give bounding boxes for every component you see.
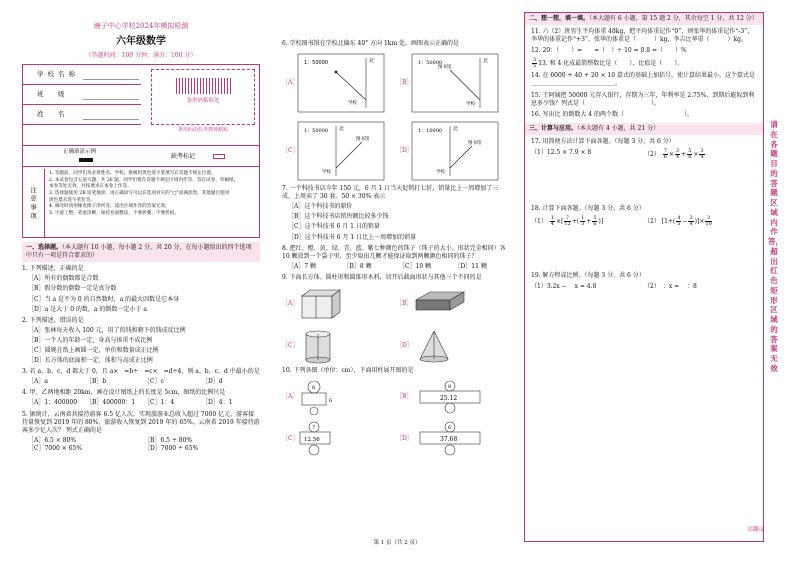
q2-option-d[interactable]: ［D］长方体的底面积一定，体积与高成正比例 <box>28 357 153 365</box>
q18-items <box>531 216 757 227</box>
q6-a-scale: 1：50000 <box>304 60 329 67</box>
q7-option-c[interactable]: ［C］这个科技书 6 月 1 日的销量 <box>288 223 380 231</box>
barcode-area <box>151 69 255 125</box>
barcode-label: 条形码粘贴处 <box>186 98 220 105</box>
page-number: 第 1 页（共 2 页） <box>373 540 421 546</box>
svg-text:图书馆: 图书馆 <box>356 137 370 143</box>
left-column <box>22 12 260 542</box>
q17a[interactable]: （1）12.5 × 7.9 × 8 <box>531 149 592 157</box>
q5-option-a[interactable]: ［A］6.5 × 80% <box>28 436 77 444</box>
notes-list: 1. 答题前，同学们务必将姓名、学校、班级用黑色签字笔填写在答题卡规定位置。 2. 本试卷包含五道大题，共 26 题。同学们要在答题卡规定区域内作答，答在试卷、草稿纸、 本卷等处无效，并按要求在本卷上作答。 3. 选择题使用 2B 铅笔填涂，再正确涂写可以在选项对应的“□”涂满涂黑，其他题目使用 黑色墨水签字笔作答。 4. 修改时请用橡皮擦干净所答，超出区域作答的答案无效。 5. 字迹工整，笔迹清晰，保持卷面整洁，不要折叠、不要折损。 <box>49 171 239 216</box>
notes-label: 注 意 事 项 <box>23 169 45 237</box>
cone-cut-icon <box>410 328 470 364</box>
q10-option-b[interactable]: ［B］ 8 25.12 <box>396 379 510 415</box>
q8-option-b[interactable]: ［B］8 颗 <box>343 262 372 270</box>
filled-mark-icon <box>79 158 93 162</box>
q12[interactable]: 12. 20：（ ）= =（ ）÷ 10 = 0.8 =（ ）% <box>531 47 687 55</box>
q3-option-b[interactable]: ［B］b <box>86 378 107 386</box>
field-school[interactable]: 学校名称 <box>23 65 141 85</box>
q5-option-c[interactable]: ［C］7000 × 65% <box>28 444 83 452</box>
q3-option-a[interactable]: ［A］a <box>28 378 48 386</box>
field-name[interactable]: 姓 名 <box>23 105 141 125</box>
q5-option-b[interactable]: ［B］6.5 ÷ 80% <box>144 436 193 444</box>
svg-text:1：50000: 1：50000 <box>418 60 443 67</box>
q6-diagram-c <box>296 120 386 182</box>
q8-option-c[interactable]: ［C］10 颗 <box>399 262 432 270</box>
svg-text:12.56: 12.56 <box>304 437 320 444</box>
q3-option-c[interactable]: ［C］c <box>144 378 164 386</box>
net-c-icon <box>296 421 386 457</box>
cuboid-cut-icon <box>296 286 356 322</box>
svg-text:学校: 学校 <box>466 102 475 108</box>
svg-text:25.12: 25.12 <box>440 395 458 403</box>
svg-text:7: 7 <box>312 425 316 432</box>
svg-text:1：10000: 1：10000 <box>418 128 443 135</box>
q4-option-a[interactable]: ［A］1：400000 <box>28 399 78 407</box>
section3-head: 三、计算与应用。（本大题有 4 小题，共 21 分） <box>525 123 763 135</box>
fill-example-row <box>23 145 259 167</box>
section1-head: 一、选择题。（本大题有 10 小题，每小题 2 分，共 20 分，在每小题给出的四个选项中只有一项是符合要求的） <box>22 242 260 262</box>
q2-option-b[interactable]: ［B］一个人的年龄一定，身高与体重不成比例 <box>28 336 153 344</box>
svg-text:学校: 学校 <box>348 101 357 107</box>
q6-option-c[interactable]: ［C］ 1：50000 北 图书馆 学校 <box>282 120 396 182</box>
q1-option-a[interactable]: ［A］所有的偶数都是合数 <box>28 275 99 283</box>
student-info-box <box>22 64 260 238</box>
exam-info: （答题时间：100 分钟，满分：100 分） <box>85 51 197 59</box>
q4-option-d[interactable]: ［D］4：1 <box>202 399 233 407</box>
q4-option-c[interactable]: ［C］1：4 <box>144 399 175 407</box>
q18-stem: 18. 计算下面各题。（每题 3 分，共 6 分） <box>531 205 645 213</box>
q1-option-c[interactable]: ［C］当 a 是不为 0 的自然数时，a 的最大因数是它本身 <box>28 295 180 303</box>
q4-stem: 4. 甲、乙两地相距 20km，画在设计图纸上的长度是 5cm，图纸的比例尺是 <box>22 389 226 397</box>
q6-diagram-d <box>410 120 500 182</box>
q6-option-d[interactable]: ［D］ 1：10000 北 图书馆 学校 <box>396 120 510 182</box>
svg-text:8: 8 <box>448 384 452 391</box>
q7-option-d[interactable]: ［D］这个科技书 6 月 1 日比上一周增加的销量 <box>288 233 417 241</box>
svg-text:1：50000: 1：50000 <box>304 128 329 135</box>
q2-stem: 2. 下列描述，错误的是 <box>22 316 84 324</box>
answer-area-warning: 请在各题目的答题区域内作答，超出红色矩形区域的答案无效 <box>768 120 783 373</box>
svg-text:图书馆: 图书馆 <box>438 65 452 71</box>
q18b[interactable]: （2） [1+( $\frac{4}{5}$ − $\frac{3}{4}$ )]× $\frac{3}{10}$ <box>644 215 712 228</box>
q11[interactable]: 11. 六（2）班男生平均体重 48kg，把平均体重记作“0”，则张华的体重记作“-3”，李华的体重记作“+3”，张华的体重是（ ）kg，李吉比华重（ ）kg。 <box>531 28 754 44</box>
q9-option-a[interactable]: ［A］ <box>282 286 396 322</box>
q19a[interactable]: （1）3.2x − x = 4.8 <box>531 283 597 291</box>
q8-option-a[interactable]: ［A］7 颗 <box>288 262 317 270</box>
net-d-icon <box>410 421 500 457</box>
q6-diagram-b <box>410 52 500 114</box>
q15[interactable]: 15. 王阿姨把 50000 元存入银行，存期为三年，年利率是 2.75%，到期后能取到利息多少钱？列式是（ ）。 <box>531 91 755 107</box>
q9-stem: 9. 下面长方体、圆柱形和圆锥形木料，切开后截面形状与其他三个不同的是 <box>282 273 482 281</box>
q17-stem: 17. 用简便方法计算下面各题。（每题 3 分，共 6 分） <box>531 137 675 145</box>
q14[interactable]: 14. 在 6000 + 40 + 20 × 10 算式的基础上加括号，使计算结果最小，这个算式是＿＿＿＿＿＿＿＿＿＿＿＿＿＿。 <box>531 72 755 88</box>
q6-stem: 6. 学校图书馆在学校北偏东 40° 方向 1km 处。画图表示正确的是 <box>282 40 460 47</box>
right-column <box>524 12 764 542</box>
q8-stem: 8. 把红、橙、黄、绿、青、蓝、紫七种颜色的珠子（珠子的大小、形状完全相同）各 10 颗放到一个袋子里，至少取出几颗才能保证取到两颗颜色相同的珠子？ <box>282 244 506 260</box>
exam-title: 六年级数学 <box>116 36 166 48</box>
q6-option-a[interactable]: ［A］ 1：50000 北 学校 <box>282 52 396 114</box>
q1-option-d[interactable]: ［D］a 是大于 0 的数，a 的倒数一定小于 a <box>28 305 147 313</box>
q19-items <box>531 283 757 291</box>
q9-option-c[interactable]: ［C］ <box>282 328 396 364</box>
q10-option-a[interactable]: ［A］ 8 6 <box>282 379 396 415</box>
q17-items <box>531 149 757 160</box>
middle-column <box>282 12 510 542</box>
q8-options <box>288 263 510 271</box>
q4-options <box>28 399 260 407</box>
field-class[interactable]: 班 级 <box>23 85 141 105</box>
q6-diagram-a <box>296 52 386 114</box>
svg-text:学校: 学校 <box>322 170 331 176</box>
q2-option-a[interactable]: ［A］张林每天收入 100 元，用了的钱和剩下的钱成反比例 <box>28 326 186 334</box>
q6-option-b[interactable]: ［B］ 1：50000 北 图书馆 学校 <box>396 52 510 114</box>
barcode-note: 条形码由监考教师粘贴 <box>177 127 228 134</box>
net-a-icon <box>296 379 386 415</box>
q7-option-a[interactable]: ［A］这个科技书的原价 <box>288 203 353 211</box>
q10-figures <box>282 379 510 457</box>
q9-figures <box>282 286 510 364</box>
q10-option-c[interactable]: ［C］ 7 12.56 <box>282 421 396 457</box>
q3-stem: 3. 若 a、b、c、d 都大于 0，且 a× =b÷ =c× =d÷4，则 a、b、c、d 中最小的是 <box>22 368 260 376</box>
section2-head: 二、想一想，填一填。（本大题有 6 小题，第 15 题 2 分，其余每空 1 分，共 12 分） <box>525 13 763 25</box>
q4-option-b[interactable]: ［B］400000：1 <box>86 399 136 407</box>
q19b[interactable]: （2） ：x = ：8 <box>644 283 697 291</box>
q9-option-d[interactable]: ［D］ <box>396 328 510 364</box>
svg-text:北: 北 <box>453 126 459 133</box>
missing-mark-label: 缺考标记 <box>171 153 196 161</box>
q9-option-b[interactable]: ［B］ <box>396 286 510 322</box>
q10-stem: 10. 下列各图（单位：cm），下面用柱展开图的是 <box>282 367 414 375</box>
q7-option-b[interactable]: ［B］这个科技书店销售额比较多少钱 <box>288 213 389 221</box>
q5-options <box>28 437 260 453</box>
svg-text:北: 北 <box>369 58 375 65</box>
svg-text:北: 北 <box>339 126 345 133</box>
q18a[interactable]: （1） $\frac{1}{4}$ ×[ $\frac{7}{12}$ +( $\frac{1}{3}$ + $\frac{5}{6}$ )] <box>531 215 604 228</box>
svg-text:学校: 学校 <box>436 170 445 176</box>
q3-option-d[interactable]: ［D］d <box>202 378 223 386</box>
q8-option-d[interactable]: ［D］11 颗 <box>454 262 487 270</box>
missing-mark-box[interactable] <box>213 154 225 159</box>
svg-text:北: 北 <box>483 58 489 65</box>
slab-cut-icon <box>410 286 470 322</box>
q1-stem: 1. 下列描述，正确的是 <box>22 265 84 273</box>
q13[interactable]: $\frac{3}{5}$ 13. 和 4 化成最简整数比是（ ），比值是（ ）。 <box>533 57 684 70</box>
q17b[interactable]: （2） $\frac{7}{6}$ × $\frac{3}{4}$ + $\frac{5}{6}$ × $\frac{3}{4}$ <box>644 148 704 161</box>
svg-text:8: 8 <box>312 385 316 392</box>
fill-example-label: 正确填涂示例 <box>63 149 97 156</box>
svg-text:6: 6 <box>329 398 333 405</box>
q5-option-d[interactable]: ［D］7000 ÷ 65% <box>144 444 199 452</box>
q3-options <box>28 378 260 386</box>
q10-option-d[interactable]: ［D］ 6 37.68 <box>396 421 510 457</box>
svg-text:37.68: 37.68 <box>440 436 458 444</box>
school-name: 塘子中心学校2024年模拟检测 <box>93 22 189 30</box>
svg-text:图书馆: 图书馆 <box>468 141 482 147</box>
q7-stem: 7. 一个科技书店今年 150 元，6 月 1 日当天促销打七折，销量比上一周增加了三成，上周卖了 30 套。50 × 30% 表示 <box>282 185 499 201</box>
q16[interactable]: 16. 写出比 的倒数大 4 的两个数（ ）。 <box>531 110 693 118</box>
svg-text:6: 6 <box>448 425 452 432</box>
q6-figures <box>282 52 510 182</box>
q2-option-c[interactable]: ［C］圆规在纸上画圆一定，单价和数量成正比例 <box>28 346 159 354</box>
q19-stem: 19. 解方程或比例。（每题 3 分，共 6 分） <box>531 272 645 280</box>
q1-option-b[interactable]: ［B］假分数的倒数一定是真分数 <box>28 285 117 293</box>
barcode-icon <box>176 78 232 94</box>
net-b-icon <box>410 379 500 415</box>
q5-stem: 5. 据统计，云南省共接待游客 6.5 亿人次，实现旅游业总收入超过 7000 亿元，游客接待量恢复到 2019 年的 80%，旅游收入恢复到 2019 年的 65%。云南省 2019 年接待游客多少亿人次？ 列式正确的是 <box>22 410 260 434</box>
turn-page-hint: 请翻页 <box>747 527 764 533</box>
cylinder-cut-icon <box>296 328 356 364</box>
